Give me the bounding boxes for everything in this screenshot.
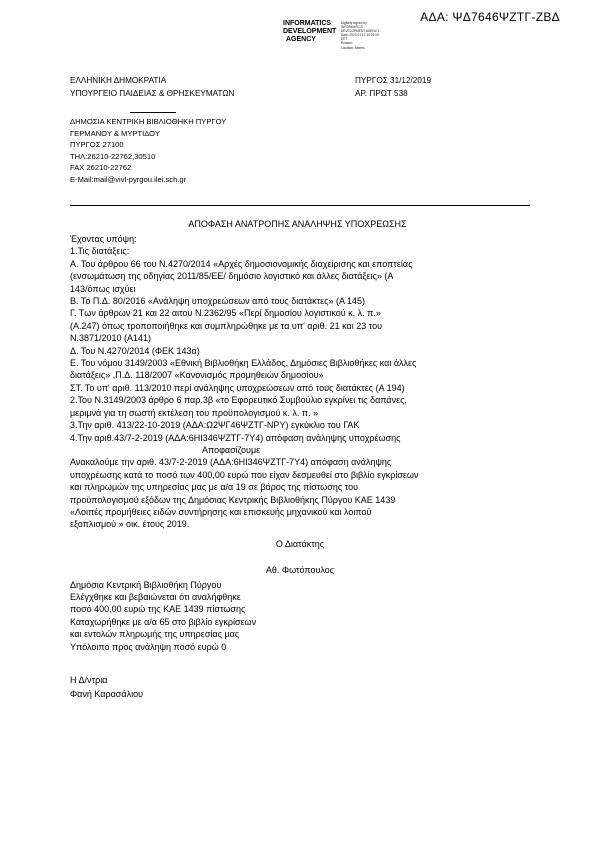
signature-line: Location: Athens xyxy=(341,45,365,50)
document-title: ΑΠΟΦΑΣΗ ΑΝΑΤΡΟΠΗΣ ΑΝΑΛΗΨΗΣ ΥΠΟΧΡΕΩΣΗΣ xyxy=(188,219,407,229)
authority-line: ΔΗΜΟΣΙΑ ΚΕΝΤΡΙΚΗ ΒΙΒΛΙΟΘΗΚΗ ΠΥΡΓΟΥ xyxy=(70,117,227,126)
ada-code: ΑΔΑ: ΨΔ7646ΨΖΤΓ-ΖΒΔ xyxy=(420,10,560,24)
body-line: Α. Του άρθρου 66 του Ν.4270/2014 «Αρχές δημοσιονομικής διαχείρισης και εποπτείας xyxy=(70,258,413,269)
body-line: 1.Τις διατάξεις: xyxy=(70,246,130,257)
logo-line: DEVELOPMENT xyxy=(283,28,337,35)
date-place: ΠΥΡΓΟΣ 31/12/2019 xyxy=(355,76,432,85)
decision-line: Ανακαλούμε την αριθ. 43/7-2-2019 (ΑΔΑ:6ΗΙ346ΨΖΤΓ-7Υ4) απόφαση ανάληψης xyxy=(70,457,392,468)
protocol-number: ΑΡ. ΠΡΩΤ 538 xyxy=(355,89,408,98)
separator-dashes xyxy=(130,112,176,113)
decision-line: εξοπλισμού » οικ. έτους 2019. xyxy=(70,519,190,530)
logo-line: AGENCY xyxy=(286,36,316,43)
footer-line: ποσό 400,00 ευρώ της ΚΑΕ 1439 πίστωσης xyxy=(70,604,246,615)
authority-line: ΓΕΡΜΑΝΟΥ & ΜΥΡΤΙΔΟΥ xyxy=(70,128,160,138)
authority-block xyxy=(70,116,226,186)
signature-line: DEVELOPMENT AGENCY xyxy=(341,29,380,34)
body-line: ΣΤ. Το υπ' αριθ. 113/2010 περί ανάληψης υποχρεώσεων από τους διατάκτες (Α 194) xyxy=(70,382,405,393)
ministry-name: ΥΠΟΥΡΓΕΙΟ ΠΑΙΔΕΙΑΣ & ΘΡΗΣΚΕΥΜΑΤΩΝ xyxy=(70,89,235,98)
signer-role: Ο Διατάκτης xyxy=(275,538,325,549)
body-line: 2.Του Ν.3149/2003 άρθρο 6 παρ.3β «το Εφορευτικό Συμβούλιο εγκρίνει τις δαπάνες, xyxy=(70,395,407,406)
body-line: (Α.247) όπως τροποποιήθηκε και συμπληρώθηκε με τα υπ' αριθ. 21 και 23 του xyxy=(70,320,383,331)
decision-heading: Αποφασίζουμε xyxy=(202,444,261,455)
body-line: Ε. Του νόμου 3149/2003 «Εθνική Βιβλιοθήκη Ελλάδος, Δημόσιες Βιβλιοθήκες και άλλες xyxy=(70,358,417,369)
signature-line: INFORMATICS xyxy=(341,25,363,30)
authority-line: FAX 26210-22762 xyxy=(70,163,132,173)
logo-line: INFORMATICS xyxy=(283,20,332,27)
body-line: 143/όπως ισχύει xyxy=(70,283,136,294)
signature-line: Digitally signed by xyxy=(341,21,367,25)
footer-line: Ελέγχθηκε και βεβαιώνεται ότι αναλήφθηκε xyxy=(70,591,241,602)
decision-line: «Λοιπές προμήθειες ειδών συντήρησης και επισκευής μηχανικού και λοιπού xyxy=(70,506,372,517)
footer-line: Δημόσια Κεντρική Βιβλιοθήκη Πύργου xyxy=(70,579,222,590)
divider-line xyxy=(70,205,530,206)
body-line: Β. Το Π.Δ. 80/2016 «Ανάληψη υποχρεώσεων από τους διατάκτες» (Α 145) xyxy=(70,296,366,307)
agency-logo xyxy=(283,20,336,44)
body-line: (ενσωμάτωση της οδηγίας 2011/85/ΕΕ/ δημόσιο λογιστικό και άλλες διατάξεις» (Α xyxy=(70,271,394,282)
digital-signature-stamp xyxy=(341,21,379,50)
decision-line: προϋπολογισμού εξόδων της Δημόσιας Κεντρικής Βιβλιοθήκης Πύργου ΚΑΕ 1439 xyxy=(70,494,396,505)
signature-line: Date: 2020.01.13 10:29:09 xyxy=(341,33,379,38)
header-right xyxy=(355,74,431,100)
body-line: Ν.3871/2010 (Α141) xyxy=(70,333,152,344)
footer-line: και εντολών πληρωμής της υπηρεσίας μας xyxy=(70,629,240,640)
document-body xyxy=(70,233,540,701)
country-name: ΕΛΛΗΝΙΚΗ ΔΗΜΟΚΡΑΤΙΑ xyxy=(70,76,167,85)
body-line: 4.Την αριθ.43/7-2-2019 (ΑΔΑ:6ΗΙ346ΨΖΤΓ-7Υ4) απόφαση ανάληψης υποχρέωσης xyxy=(70,432,401,443)
body-line: 3.Την αριθ. 413/22-10-2019 (ΑΔΑ:Ω2ΨΓ46ΨΖΤΓ-ΝΡΥ) εγκύκλιο του ΓΑΚ xyxy=(70,420,360,431)
signature-line: EET xyxy=(341,37,348,42)
body-line: Δ. Του Ν.4270/2014 (ΦΕΚ 143α) xyxy=(70,345,200,356)
body-line: διατάξεις» ,Π.Δ. 118/2007 «Κανονισμός προμηθειών δημοσίου» xyxy=(70,370,324,381)
body-line: Έχοντας υπόψη: xyxy=(70,234,137,244)
body-line: Γ. Των άρθρων 21 και 22 αιτου Ν.2362/95 «Περί δημοσίου λογιστικού κ. λ. π.» xyxy=(70,308,381,319)
footer-line: Καταχωρήθηκε με α/α 65 στο βιβλίο εγκρίσεων xyxy=(70,616,257,627)
director-role: Η Δ/ντρια xyxy=(70,675,108,685)
authority-line: E-Mail:mail@vivl-pyrgou.ilei.sch.gr xyxy=(70,174,187,184)
director-name: Φανή Καρασάλιου xyxy=(70,689,143,700)
decision-line: υποχρέωσης κατά το ποσό των 400,00 ευρώ που είχαν δεσμευθεί στο βιβλίο εγκρίσεων xyxy=(70,469,419,480)
footer-line: Υπόλοιπο προς ανάληψη ποσό ευρώ 0 xyxy=(70,641,227,652)
header-left xyxy=(70,74,234,100)
body-line: μεριμνά για τη σωστή εκτέλεση του προϋπολογισμού κ. λ. π. » xyxy=(70,407,319,418)
signer-name: Αθ. Φωτόπουλος xyxy=(265,565,335,576)
signature-line: Reason: xyxy=(341,41,353,46)
decision-line: και πληρωμών της υπηρεσίας μας με α/α 19 σε βάρος της πίστωσης του xyxy=(70,482,359,493)
authority-line: ΤΗΛ:26210-22762,30510 xyxy=(70,151,156,161)
authority-line: ΠΥΡΓΟΣ 27100 xyxy=(70,140,124,150)
